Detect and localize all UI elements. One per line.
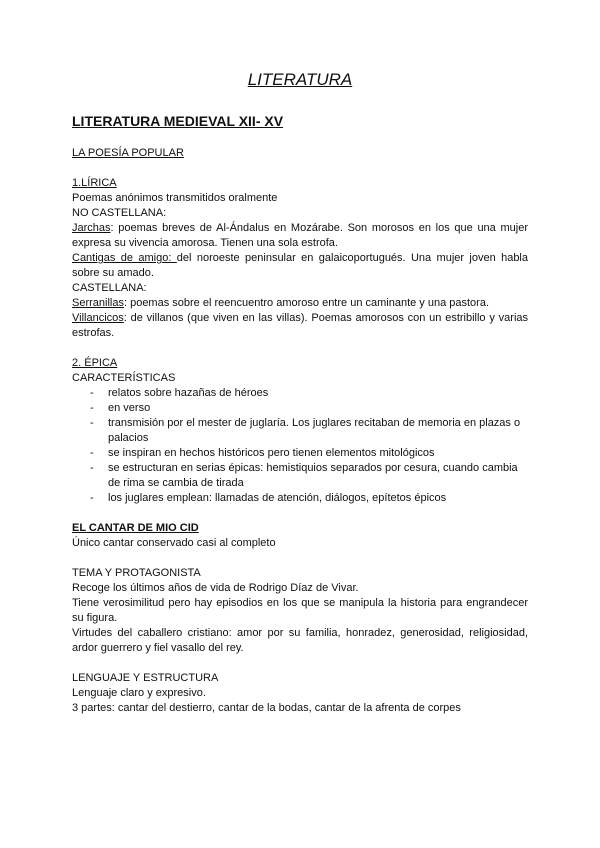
tema-paragraph-3: Virtudes del caballero cristiano: amor por su familia, honradez, generosidad, religiosidad, ardor guerrero y fiel vasallo del rey. [72, 627, 528, 654]
list-item [72, 446, 528, 461]
caracteristicas-label: CARACTERÍSTICAS [72, 372, 176, 384]
list-item-text: relatos sobre hazañas de héroes [108, 387, 269, 399]
list-item-text: en verso [108, 402, 151, 414]
dash-bullet: - [90, 387, 94, 399]
villancicos-paragraph [72, 311, 528, 341]
dash-bullet: - [90, 417, 94, 429]
serranillas-term: Serranillas [72, 297, 124, 309]
lenguaje-paragraph-2: 3 partes: cantar del destierro, cantar de la bodas, cantar de la afrenta de corpes [72, 702, 461, 714]
tema-paragraph-1: Recoge los últimos años de vida de Rodrigo Díaz de Vivar. [72, 582, 359, 594]
lenguaje-paragraph-1: Lenguaje claro y expresivo. [72, 687, 206, 699]
jarchas-text: : poemas breves de Al-Ándalus en Mozárabe. Son morosos en los que una mujer expresa su vivencia amorosa. Tienen una sola estrofa. [72, 222, 528, 249]
list-item-text: se inspiran en hechos históricos pero tienen elementos mitológicos [108, 447, 435, 459]
cantigas-paragraph [72, 251, 528, 281]
dash-bullet: - [90, 492, 94, 504]
main-heading: LITERATURA MEDIEVAL XII- XV [72, 113, 284, 129]
list-item [72, 461, 528, 491]
list-item [72, 491, 528, 506]
jarchas-paragraph [72, 221, 528, 251]
cid-intro: Único cantar conservado casi al completo [72, 537, 276, 549]
lirica-intro: Poemas anónimos transmitidos oralmente [72, 192, 278, 204]
epica-heading: 2. ÉPICA [72, 357, 118, 369]
section-poesia-popular: LA POESÍA POPULAR [72, 147, 184, 159]
serranillas-text: : poemas sobre el reencuentro amoroso entre un caminante y una pastora. [123, 297, 490, 309]
villancicos-text: : de villanos (que viven en las villas). Poemas amorosos con un estribillo y varias estrofas. [72, 312, 528, 339]
no-castellana-label: NO CASTELLANA: [72, 207, 167, 219]
list-item [72, 416, 528, 446]
tema-heading: TEMA Y PROTAGONISTA [72, 567, 201, 579]
lirica-heading: 1.LÍRICA [72, 177, 117, 189]
dash-bullet: - [90, 462, 94, 474]
cantigas-term: Cantigas de amigo: [72, 252, 177, 264]
document-title: LITERATURA [247, 70, 353, 89]
lenguaje-heading: LENGUAJE Y ESTRUCTURA [72, 672, 219, 684]
dash-bullet: - [90, 447, 94, 459]
jarchas-term: Jarchas [72, 222, 111, 234]
document-body [72, 146, 528, 716]
list-item-text: transmisión por el mester de juglaría. Los juglares recitaban de memoria en plazas o palacios [108, 417, 521, 444]
list-item-text: se estructuran en serias épicas: hemistiquios separados por cesura, cuando cambia de rima se cambia de tirada [108, 462, 518, 489]
cid-heading: EL CANTAR DE MIO CID [72, 522, 199, 534]
epica-list [72, 386, 528, 506]
serranillas-paragraph [72, 296, 528, 311]
dash-bullet: - [90, 402, 94, 414]
castellana-label: CASTELLANA: [72, 282, 147, 294]
tema-paragraph-2: Tiene verosimilitud pero hay episodios en los que se manipula la historia para engrandecer su figura. [72, 597, 528, 624]
villancicos-term: Villancicos [72, 312, 124, 324]
list-item [72, 386, 528, 401]
cantigas-text: del noroeste peninsular en galaicoportugués. Una mujer joven habla sobre su amado. [72, 252, 528, 279]
list-item-text: los juglares emplean: llamadas de atención, diálogos, epítetos épicos [108, 492, 447, 504]
list-item [72, 401, 528, 416]
